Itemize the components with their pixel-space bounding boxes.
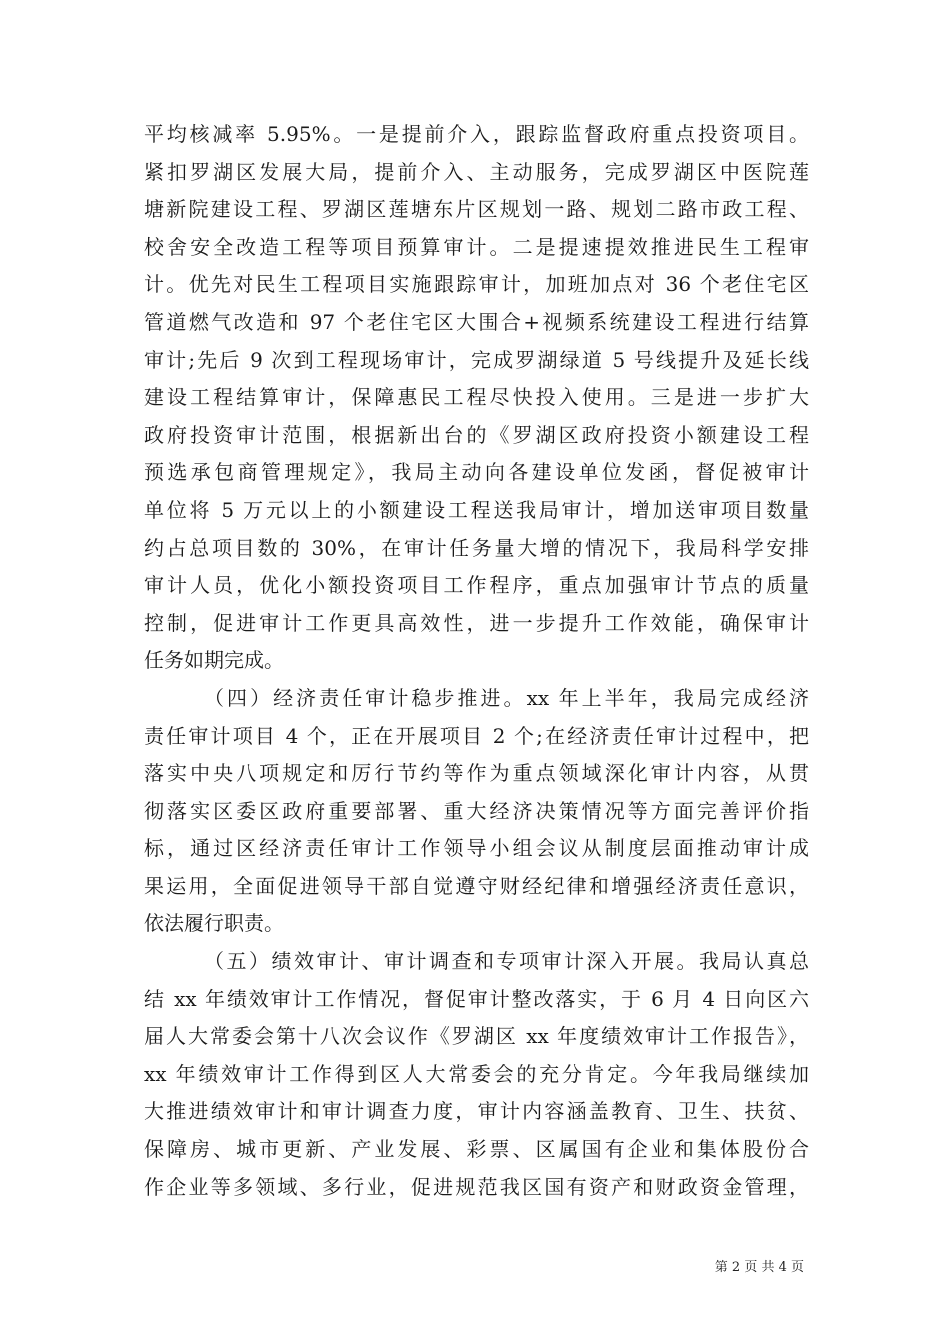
text-line: 政府投资审计范围，根据新出台的《罗湖区政府投资小额建设工程 [144, 422, 809, 447]
text-line: 审计;先后 9 次到工程现场审计，完成罗湖绿道 5 号线提升及延长线 [144, 347, 809, 372]
page-number: 第 2 页 共 4 页 [714, 1260, 804, 1275]
text-line: 控制，促进审计工作更具高效性，进一步提升工作效能，确保审计 [144, 610, 809, 635]
text-line: 落实中央八项规定和厉行节约等作为重点领域深化审计内容，从贯 [144, 761, 809, 786]
text-line: 责任审计项目 4 个，正在开展项目 2 个;在经济责任审计过程中，把 [144, 723, 809, 748]
text-line: 紧扣罗湖区发展大局，提前介入、主动服务，完成罗湖区中医院莲 [144, 159, 809, 184]
text-line: （五）绩效审计、审计调查和专项审计深入开展。我局认真总 [204, 949, 809, 974]
text-line: 彻落实区委区政府重要部署、重大经济决策情况等方面完善评价指 [144, 798, 809, 823]
text-line: 约占总项目数的 30%，在审计任务量大增的情况下，我局科学安排 [144, 535, 809, 560]
text-line: 单位将 5 万元以上的小额建设工程送我局审计，增加送审项目数量 [144, 497, 809, 522]
text-line: 校舍安全改造工程等项目预算审计。二是提速提效推进民生工程审 [144, 234, 809, 259]
text-line: 任务如期完成。 [144, 648, 284, 673]
text-line: （四）经济责任审计稳步推进。xx 年上半年，我局完成经济 [204, 685, 809, 710]
text-line: 保障房、城市更新、产业发展、彩票、区属国有企业和集体股份合 [144, 1137, 809, 1162]
text-line: 平均核减率 5.95%。一是提前介入，跟踪监督政府重点投资项目。 [144, 122, 809, 146]
text-line: 作企业等多领域、多行业，促进规范我区国有资产和财政资金管理， [144, 1174, 809, 1199]
text-line: 标，通过区经济责任审计工作领导小组会议从制度层面推动审计成 [144, 836, 809, 861]
text-line: 依法履行职责。 [144, 911, 284, 936]
text-line: xx 年绩效审计工作得到区人大常委会的充分肯定。今年我局继续加 [144, 1061, 809, 1086]
text-line: 计。优先对民生工程项目实施跟踪审计，加班加点对 36 个老住宅区 [144, 272, 809, 297]
text-line: 塘新院建设工程、罗湖区莲塘东片区规划一路、规划二路市政工程、 [144, 197, 809, 222]
text-line: 果运用，全面促进领导干部自觉遵守财经纪律和增强经济责任意识， [144, 873, 809, 898]
text-line: 结 xx 年绩效审计工作情况，督促审计整改落实，于 6 月 4 日向区六 [144, 986, 809, 1011]
text-line: 预选承包商管理规定》，我局主动向各建设单位发函，督促被审计 [144, 460, 809, 485]
text-line: 管道燃气改造和 97 个老住宅区大围合+视频系统建设工程进行结算 [144, 309, 809, 334]
text-line: 大推进绩效审计和审计调查力度，审计内容涵盖教育、卫生、扶贫、 [144, 1099, 809, 1124]
document-body [144, 116, 809, 1206]
text-line: 建设工程结算审计，保障惠民工程尽快投入使用。三是进一步扩大 [144, 385, 809, 410]
text-line: 届人大常委会第十八次会议作《罗湖区 xx 年度绩效审计工作报告》， [144, 1024, 809, 1049]
text-line: 审计人员，优化小额投资项目工作程序，重点加强审计节点的质量 [144, 573, 809, 598]
